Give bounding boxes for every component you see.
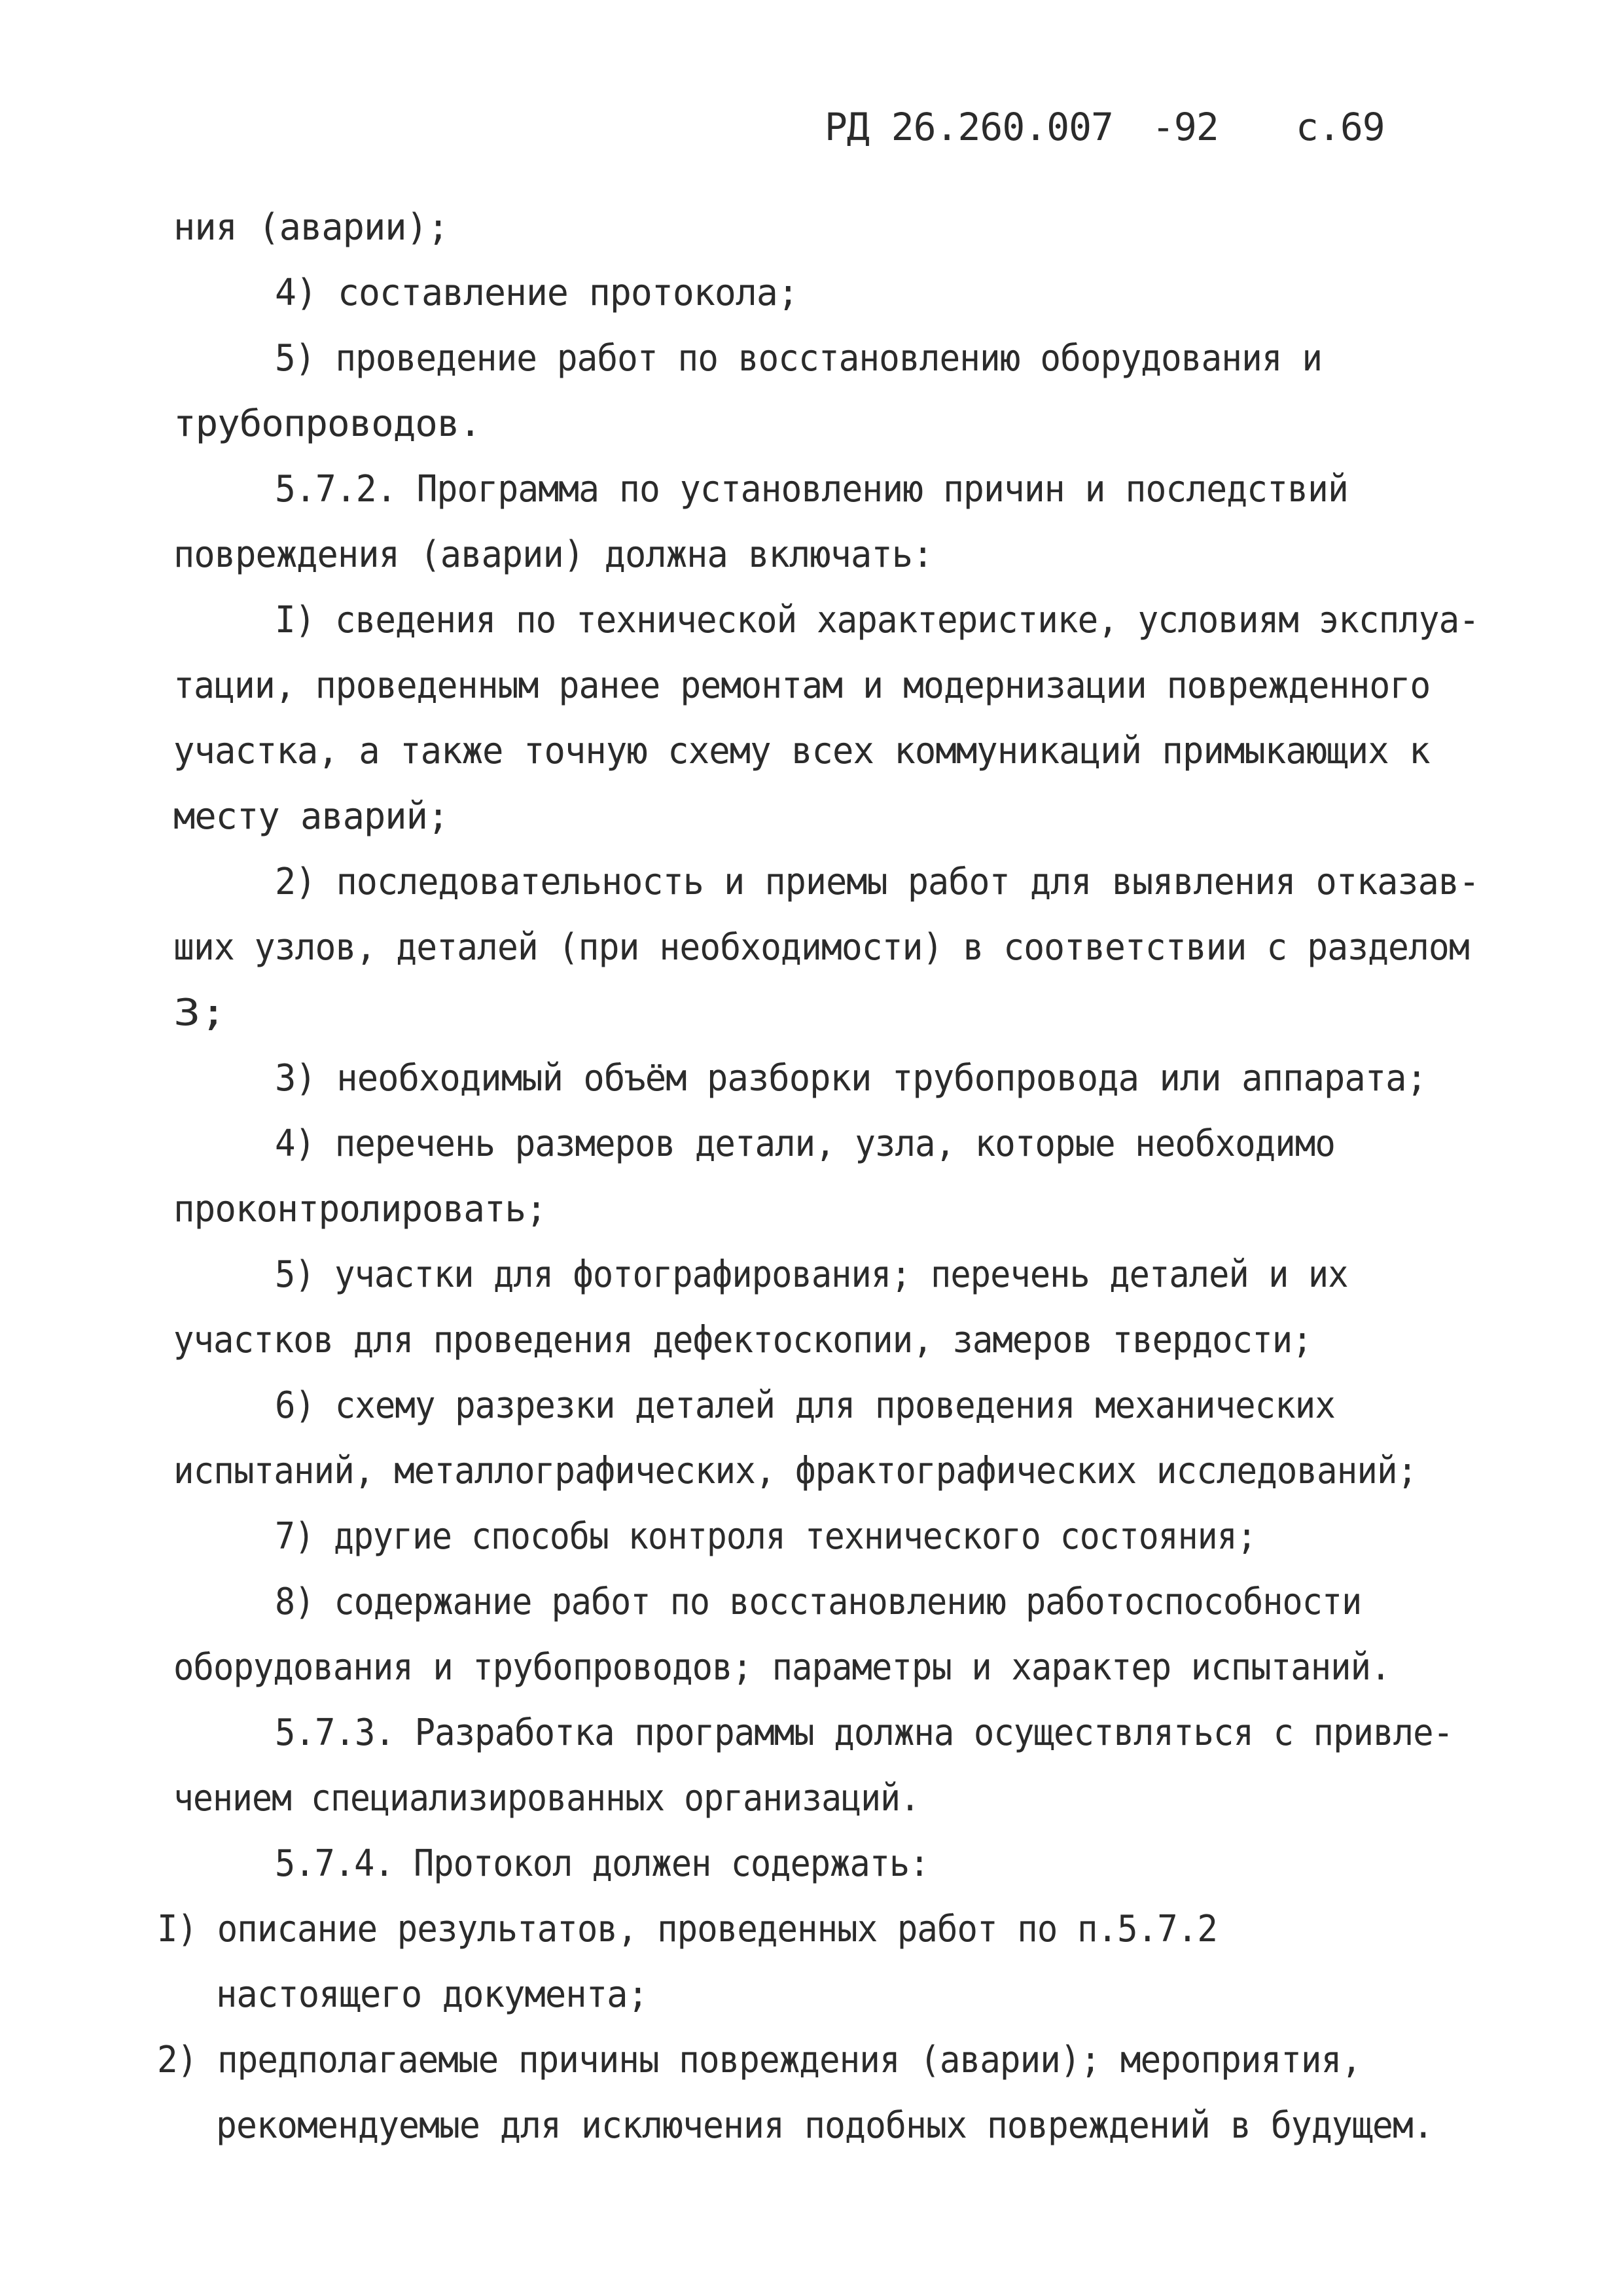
text-line: оборудования и трубопроводов; параметры и характер испытаний. xyxy=(173,1646,1391,1689)
list-item: I) описание результатов, проведенных работ по п.5.7.2 xyxy=(157,1908,1217,1950)
list-item: 5) проведение работ по восстановлению оборудования и xyxy=(275,337,1323,380)
list-item: 6) схему разрезки деталей для проведения механических xyxy=(275,1384,1335,1427)
list-item: 4) перечень размеров детали, узла, которые необходимо xyxy=(275,1122,1335,1165)
text-line: 3; xyxy=(173,992,226,1034)
section-heading: 5.7.4. Протокол должен содержать: xyxy=(275,1842,929,1885)
text-line: настоящего документа; xyxy=(216,1973,649,2016)
text-line: рекомендуемые для исключения подобных повреждений в будущем. xyxy=(216,2104,1433,2147)
list-item: 2) последовательность и приемы работ для выявления отказав- xyxy=(275,861,1480,903)
page-number: с.69 xyxy=(1296,105,1385,149)
text-line: проконтролировать; xyxy=(173,1188,546,1230)
text-line: участка, а также точную схему всех коммуникаций примыкающих к xyxy=(173,730,1430,772)
list-item: 7) другие способы контроля технического состояния; xyxy=(275,1515,1257,1558)
text-line: ших узлов, деталей (при необходимости) в соответствии с разделом xyxy=(173,926,1469,969)
text-line: месту аварий; xyxy=(173,795,449,838)
list-item: 2) предполагаемые причины повреждения (аварии); мероприятия, xyxy=(157,2039,1361,2081)
document-year: -92 xyxy=(1152,105,1219,149)
list-item: 8) содержание работ по восстановлению работоспособности xyxy=(275,1581,1362,1623)
text-line: чением специализированных организаций. xyxy=(173,1777,920,1820)
list-item: 5) участки для фотографирования; перечень деталей и их xyxy=(275,1253,1348,1296)
page-header xyxy=(825,105,1479,164)
section-heading: 5.7.3. Разработка программы должна осуществляться с привле- xyxy=(275,1712,1454,1754)
list-item: 3) необходимый объём разборки трубопровода или аппарата; xyxy=(275,1057,1427,1100)
text-line: испытаний, металлографических, фрактографических исследований; xyxy=(173,1450,1418,1492)
section-heading: 5.7.2. Программа по установлению причин и последствий xyxy=(275,468,1348,511)
list-item: I) сведения по технической характеристике, условиям эксплуа- xyxy=(275,599,1479,641)
text-line: тации, проведенным ранее ремонтам и модернизации поврежденного xyxy=(173,664,1431,707)
text-line: участков для проведения дефектоскопии, замеров твердости; xyxy=(173,1319,1312,1361)
list-item: 4) составление протокола; xyxy=(275,272,798,314)
text-line: повреждения (аварии) должна включать: xyxy=(173,533,933,576)
document-code: РД 26.260.007 xyxy=(825,105,1113,149)
text-line: ния (аварии); xyxy=(173,206,449,249)
text-line: трубопроводов. xyxy=(173,403,482,445)
